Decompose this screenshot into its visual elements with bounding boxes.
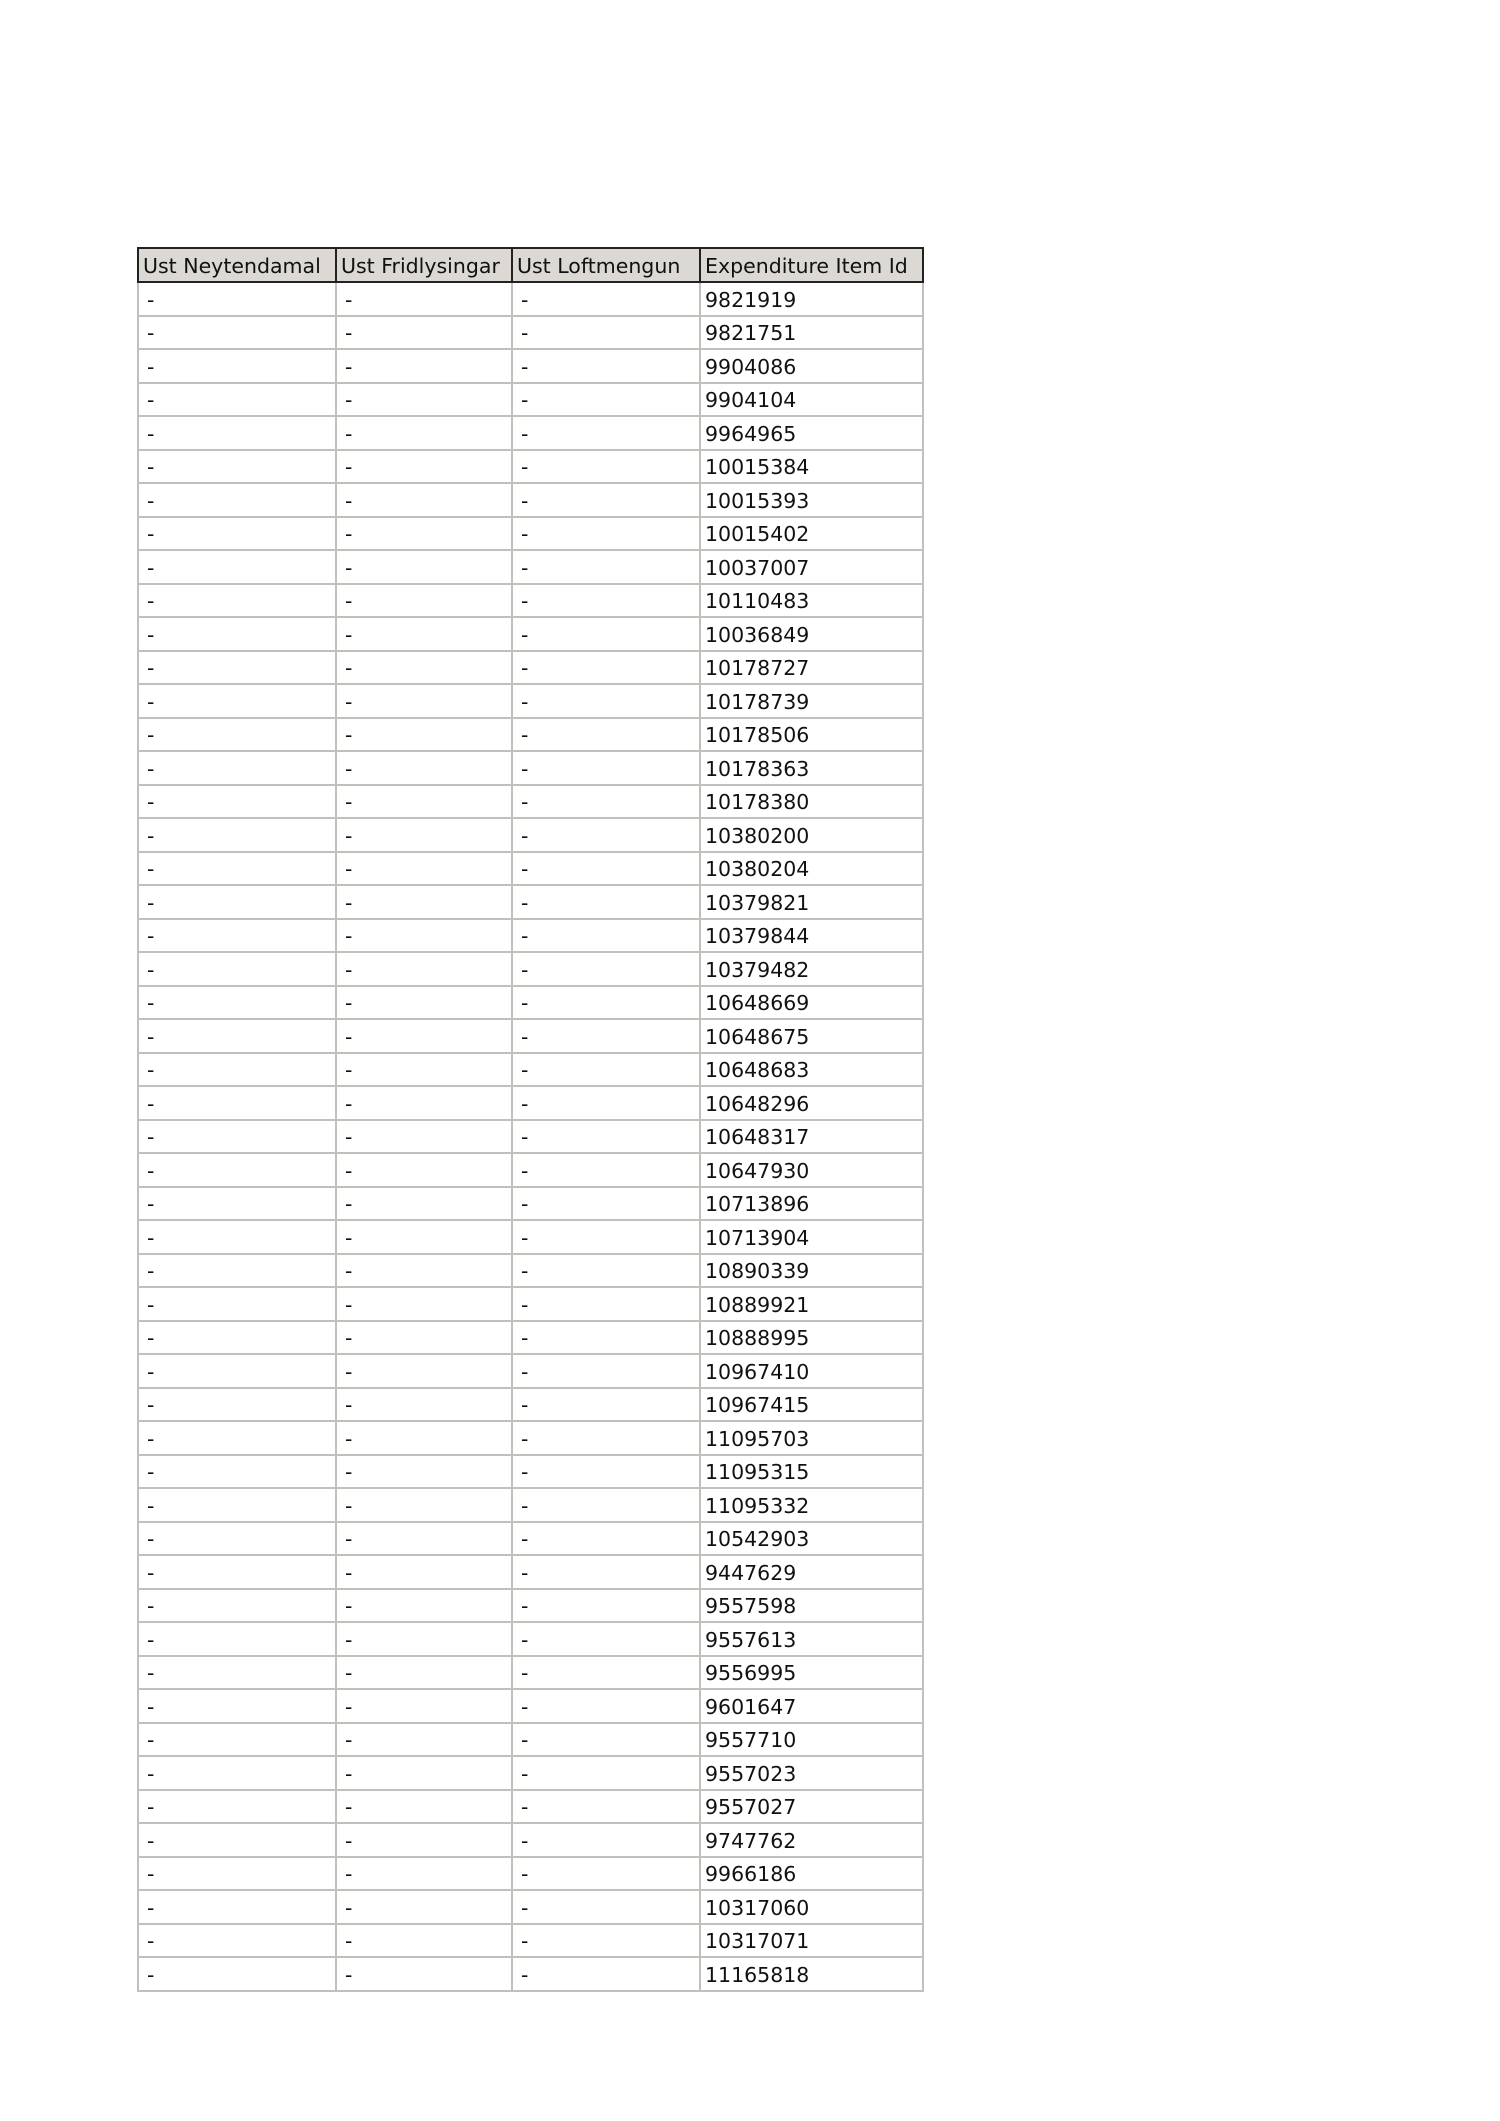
- cell-expenditure-item-id: 10967410: [700, 1354, 923, 1388]
- table-row: [138, 483, 923, 517]
- cell-ust-neytendamal: -: [138, 1890, 336, 1924]
- cell-ust-neytendamal: -: [138, 416, 336, 450]
- cell-ust-loftmengun: -: [512, 1254, 700, 1288]
- cell-ust-neytendamal: -: [138, 483, 336, 517]
- cell-ust-fridlysingar: -: [336, 1187, 512, 1221]
- cell-expenditure-item-id: 9557710: [700, 1723, 923, 1757]
- cell-ust-neytendamal: -: [138, 1656, 336, 1690]
- column-header-ust-neytendamal: Ust Neytendamal: [138, 248, 336, 282]
- cell-ust-fridlysingar: -: [336, 483, 512, 517]
- cell-expenditure-item-id: 9821751: [700, 316, 923, 350]
- table-row: [138, 1589, 923, 1623]
- cell-ust-neytendamal: -: [138, 919, 336, 953]
- cell-expenditure-item-id: 10178739: [700, 684, 923, 718]
- expenditure-table: [137, 247, 924, 1992]
- cell-ust-loftmengun: -: [512, 1421, 700, 1455]
- cell-ust-fridlysingar: -: [336, 584, 512, 618]
- cell-ust-fridlysingar: -: [336, 1723, 512, 1757]
- table-row: [138, 818, 923, 852]
- table-row: [138, 1153, 923, 1187]
- table-row: [138, 1723, 923, 1757]
- cell-ust-fridlysingar: -: [336, 952, 512, 986]
- cell-ust-neytendamal: -: [138, 1857, 336, 1891]
- cell-ust-neytendamal: -: [138, 1120, 336, 1154]
- cell-expenditure-item-id: 11095315: [700, 1455, 923, 1489]
- cell-ust-loftmengun: -: [512, 651, 700, 685]
- cell-expenditure-item-id: 10380200: [700, 818, 923, 852]
- cell-expenditure-item-id: 10015393: [700, 483, 923, 517]
- cell-ust-loftmengun: -: [512, 1388, 700, 1422]
- table-row: [138, 1689, 923, 1723]
- cell-ust-neytendamal: -: [138, 1287, 336, 1321]
- table-row: [138, 751, 923, 785]
- cell-ust-fridlysingar: -: [336, 1120, 512, 1154]
- cell-ust-neytendamal: -: [138, 1522, 336, 1556]
- cell-ust-fridlysingar: -: [336, 1354, 512, 1388]
- cell-ust-loftmengun: -: [512, 349, 700, 383]
- cell-expenditure-item-id: 9557598: [700, 1589, 923, 1623]
- cell-ust-loftmengun: -: [512, 316, 700, 350]
- cell-ust-loftmengun: -: [512, 550, 700, 584]
- cell-ust-fridlysingar: -: [336, 684, 512, 718]
- cell-expenditure-item-id: 10037007: [700, 550, 923, 584]
- cell-ust-loftmengun: -: [512, 952, 700, 986]
- cell-ust-neytendamal: -: [138, 1723, 336, 1757]
- table-row: [138, 550, 923, 584]
- cell-ust-neytendamal: -: [138, 1321, 336, 1355]
- cell-expenditure-item-id: 9904086: [700, 349, 923, 383]
- cell-ust-fridlysingar: -: [336, 349, 512, 383]
- cell-ust-loftmengun: -: [512, 1890, 700, 1924]
- cell-ust-loftmengun: -: [512, 450, 700, 484]
- cell-expenditure-item-id: 10317060: [700, 1890, 923, 1924]
- cell-ust-loftmengun: -: [512, 1656, 700, 1690]
- cell-ust-loftmengun: -: [512, 617, 700, 651]
- cell-ust-loftmengun: -: [512, 483, 700, 517]
- cell-ust-fridlysingar: -: [336, 1019, 512, 1053]
- cell-ust-loftmengun: -: [512, 517, 700, 551]
- table-row: [138, 1053, 923, 1087]
- cell-expenditure-item-id: 10648317: [700, 1120, 923, 1154]
- cell-ust-neytendamal: -: [138, 986, 336, 1020]
- table-body: [138, 282, 923, 1991]
- table-row: [138, 785, 923, 819]
- cell-ust-loftmengun: -: [512, 584, 700, 618]
- table-row: [138, 1656, 923, 1690]
- cell-ust-fridlysingar: -: [336, 1555, 512, 1589]
- cell-expenditure-item-id: 10648669: [700, 986, 923, 1020]
- cell-ust-fridlysingar: -: [336, 282, 512, 316]
- cell-ust-neytendamal: -: [138, 316, 336, 350]
- column-header-expenditure-item-id: Expenditure Item Id: [700, 248, 923, 282]
- cell-ust-loftmengun: -: [512, 852, 700, 886]
- cell-ust-neytendamal: -: [138, 1589, 336, 1623]
- cell-expenditure-item-id: 9747762: [700, 1823, 923, 1857]
- cell-expenditure-item-id: 9601647: [700, 1689, 923, 1723]
- cell-expenditure-item-id: 10542903: [700, 1522, 923, 1556]
- cell-ust-loftmengun: -: [512, 282, 700, 316]
- table-row: [138, 1823, 923, 1857]
- table-row: [138, 852, 923, 886]
- cell-expenditure-item-id: 10888995: [700, 1321, 923, 1355]
- cell-expenditure-item-id: 10317071: [700, 1924, 923, 1958]
- cell-ust-neytendamal: -: [138, 785, 336, 819]
- cell-expenditure-item-id: 10379844: [700, 919, 923, 953]
- cell-ust-neytendamal: -: [138, 1455, 336, 1489]
- cell-ust-neytendamal: -: [138, 1790, 336, 1824]
- cell-ust-loftmengun: -: [512, 885, 700, 919]
- cell-ust-neytendamal: -: [138, 1957, 336, 1991]
- cell-ust-fridlysingar: -: [336, 550, 512, 584]
- table-row: [138, 1187, 923, 1221]
- cell-expenditure-item-id: 10379821: [700, 885, 923, 919]
- cell-ust-fridlysingar: -: [336, 986, 512, 1020]
- cell-ust-fridlysingar: -: [336, 885, 512, 919]
- table-row: [138, 1254, 923, 1288]
- cell-ust-neytendamal: -: [138, 617, 336, 651]
- cell-ust-loftmengun: -: [512, 1120, 700, 1154]
- table-row: [138, 651, 923, 685]
- cell-ust-fridlysingar: -: [336, 316, 512, 350]
- cell-ust-neytendamal: -: [138, 550, 336, 584]
- table-header: [138, 248, 923, 282]
- cell-ust-fridlysingar: -: [336, 1254, 512, 1288]
- cell-ust-neytendamal: -: [138, 1622, 336, 1656]
- table-row: [138, 617, 923, 651]
- cell-ust-loftmengun: -: [512, 1287, 700, 1321]
- cell-ust-fridlysingar: -: [336, 785, 512, 819]
- cell-expenditure-item-id: 9821919: [700, 282, 923, 316]
- cell-ust-fridlysingar: -: [336, 1522, 512, 1556]
- cell-ust-loftmengun: -: [512, 718, 700, 752]
- cell-expenditure-item-id: 9447629: [700, 1555, 923, 1589]
- cell-ust-neytendamal: -: [138, 517, 336, 551]
- cell-ust-fridlysingar: -: [336, 1321, 512, 1355]
- table-row: [138, 718, 923, 752]
- cell-expenditure-item-id: 9904104: [700, 383, 923, 417]
- cell-ust-fridlysingar: -: [336, 416, 512, 450]
- cell-ust-neytendamal: -: [138, 684, 336, 718]
- table-row: [138, 316, 923, 350]
- cell-ust-loftmengun: -: [512, 684, 700, 718]
- cell-ust-loftmengun: -: [512, 919, 700, 953]
- cell-ust-loftmengun: -: [512, 1756, 700, 1790]
- cell-ust-loftmengun: -: [512, 1823, 700, 1857]
- cell-ust-neytendamal: -: [138, 1153, 336, 1187]
- cell-ust-neytendamal: -: [138, 450, 336, 484]
- table-row: [138, 1857, 923, 1891]
- cell-expenditure-item-id: 10036849: [700, 617, 923, 651]
- cell-expenditure-item-id: 10713896: [700, 1187, 923, 1221]
- cell-expenditure-item-id: 10890339: [700, 1254, 923, 1288]
- cell-expenditure-item-id: 10648675: [700, 1019, 923, 1053]
- cell-ust-neytendamal: -: [138, 885, 336, 919]
- cell-ust-neytendamal: -: [138, 952, 336, 986]
- cell-ust-neytendamal: -: [138, 282, 336, 316]
- cell-ust-fridlysingar: -: [336, 1790, 512, 1824]
- cell-ust-fridlysingar: -: [336, 1589, 512, 1623]
- cell-expenditure-item-id: 10647930: [700, 1153, 923, 1187]
- cell-expenditure-item-id: 10178727: [700, 651, 923, 685]
- cell-ust-neytendamal: -: [138, 1220, 336, 1254]
- table-row: [138, 282, 923, 316]
- cell-ust-loftmengun: -: [512, 1321, 700, 1355]
- cell-ust-fridlysingar: -: [336, 852, 512, 886]
- cell-ust-loftmengun: -: [512, 1790, 700, 1824]
- cell-ust-fridlysingar: -: [336, 383, 512, 417]
- cell-ust-loftmengun: -: [512, 1455, 700, 1489]
- cell-ust-loftmengun: -: [512, 383, 700, 417]
- table-row: [138, 1321, 923, 1355]
- cell-expenditure-item-id: 10178380: [700, 785, 923, 819]
- cell-ust-neytendamal: -: [138, 751, 336, 785]
- table-row: [138, 1924, 923, 1958]
- cell-ust-fridlysingar: -: [336, 1890, 512, 1924]
- cell-ust-neytendamal: -: [138, 1187, 336, 1221]
- cell-ust-neytendamal: -: [138, 1756, 336, 1790]
- table-row: [138, 584, 923, 618]
- cell-ust-loftmengun: -: [512, 1019, 700, 1053]
- table-row: [138, 1120, 923, 1154]
- cell-ust-neytendamal: -: [138, 1254, 336, 1288]
- header-row: [138, 248, 923, 282]
- cell-ust-neytendamal: -: [138, 349, 336, 383]
- cell-ust-neytendamal: -: [138, 584, 336, 618]
- table-row: [138, 1622, 923, 1656]
- cell-ust-loftmengun: -: [512, 1589, 700, 1623]
- cell-ust-loftmengun: -: [512, 1689, 700, 1723]
- table-row: [138, 517, 923, 551]
- cell-ust-loftmengun: -: [512, 1354, 700, 1388]
- cell-ust-fridlysingar: -: [336, 1220, 512, 1254]
- cell-ust-loftmengun: -: [512, 1723, 700, 1757]
- cell-ust-neytendamal: -: [138, 383, 336, 417]
- cell-ust-fridlysingar: -: [336, 1689, 512, 1723]
- cell-ust-loftmengun: -: [512, 1086, 700, 1120]
- table-row: [138, 919, 923, 953]
- cell-ust-fridlysingar: -: [336, 617, 512, 651]
- cell-expenditure-item-id: 9557027: [700, 1790, 923, 1824]
- table-row: [138, 986, 923, 1020]
- cell-ust-fridlysingar: -: [336, 1857, 512, 1891]
- cell-ust-loftmengun: -: [512, 1555, 700, 1589]
- cell-ust-neytendamal: -: [138, 1388, 336, 1422]
- cell-ust-loftmengun: -: [512, 1857, 700, 1891]
- cell-ust-fridlysingar: -: [336, 1756, 512, 1790]
- table-row: [138, 885, 923, 919]
- cell-ust-fridlysingar: -: [336, 751, 512, 785]
- table-row: [138, 1522, 923, 1556]
- cell-expenditure-item-id: 10967415: [700, 1388, 923, 1422]
- cell-ust-neytendamal: -: [138, 651, 336, 685]
- cell-ust-loftmengun: -: [512, 416, 700, 450]
- cell-ust-neytendamal: -: [138, 1421, 336, 1455]
- cell-ust-loftmengun: -: [512, 1924, 700, 1958]
- cell-ust-loftmengun: -: [512, 751, 700, 785]
- cell-expenditure-item-id: 10178506: [700, 718, 923, 752]
- cell-expenditure-item-id: 10889921: [700, 1287, 923, 1321]
- cell-ust-neytendamal: -: [138, 1053, 336, 1087]
- table-row: [138, 416, 923, 450]
- cell-expenditure-item-id: 11165818: [700, 1957, 923, 1991]
- cell-ust-neytendamal: -: [138, 1354, 336, 1388]
- cell-expenditure-item-id: 11095332: [700, 1488, 923, 1522]
- cell-ust-fridlysingar: -: [336, 1924, 512, 1958]
- cell-expenditure-item-id: 10380204: [700, 852, 923, 886]
- table-row: [138, 1421, 923, 1455]
- cell-ust-neytendamal: -: [138, 852, 336, 886]
- table-row: [138, 383, 923, 417]
- table-row: [138, 1488, 923, 1522]
- table-row: [138, 684, 923, 718]
- cell-ust-loftmengun: -: [512, 1522, 700, 1556]
- table-row: [138, 1756, 923, 1790]
- table-row: [138, 1957, 923, 1991]
- cell-expenditure-item-id: 10648296: [700, 1086, 923, 1120]
- cell-ust-fridlysingar: -: [336, 1455, 512, 1489]
- cell-expenditure-item-id: 10015402: [700, 517, 923, 551]
- cell-ust-loftmengun: -: [512, 1153, 700, 1187]
- cell-ust-neytendamal: -: [138, 1823, 336, 1857]
- cell-ust-neytendamal: -: [138, 1019, 336, 1053]
- table-row: [138, 1455, 923, 1489]
- cell-expenditure-item-id: 9557613: [700, 1622, 923, 1656]
- cell-expenditure-item-id: 9964965: [700, 416, 923, 450]
- cell-expenditure-item-id: 10379482: [700, 952, 923, 986]
- cell-ust-loftmengun: -: [512, 1622, 700, 1656]
- cell-ust-neytendamal: -: [138, 1924, 336, 1958]
- cell-ust-neytendamal: -: [138, 1555, 336, 1589]
- cell-ust-fridlysingar: -: [336, 450, 512, 484]
- cell-ust-fridlysingar: -: [336, 1287, 512, 1321]
- cell-ust-fridlysingar: -: [336, 1053, 512, 1087]
- cell-ust-fridlysingar: -: [336, 651, 512, 685]
- cell-ust-neytendamal: -: [138, 1086, 336, 1120]
- cell-expenditure-item-id: 10713904: [700, 1220, 923, 1254]
- cell-ust-fridlysingar: -: [336, 1656, 512, 1690]
- cell-ust-neytendamal: -: [138, 818, 336, 852]
- cell-expenditure-item-id: 9556995: [700, 1656, 923, 1690]
- table-row: [138, 1790, 923, 1824]
- cell-ust-fridlysingar: -: [336, 1622, 512, 1656]
- cell-ust-loftmengun: -: [512, 1220, 700, 1254]
- cell-ust-loftmengun: -: [512, 1187, 700, 1221]
- table-row: [138, 349, 923, 383]
- table-row: [138, 952, 923, 986]
- table-row: [138, 1890, 923, 1924]
- column-header-ust-loftmengun: Ust Loftmengun: [512, 248, 700, 282]
- table-row: [138, 1019, 923, 1053]
- cell-ust-fridlysingar: -: [336, 1421, 512, 1455]
- table-row: [138, 450, 923, 484]
- cell-ust-loftmengun: -: [512, 785, 700, 819]
- cell-ust-fridlysingar: -: [336, 1388, 512, 1422]
- cell-ust-neytendamal: -: [138, 718, 336, 752]
- cell-ust-fridlysingar: -: [336, 818, 512, 852]
- cell-ust-fridlysingar: -: [336, 1957, 512, 1991]
- cell-ust-loftmengun: -: [512, 1053, 700, 1087]
- table-row: [138, 1555, 923, 1589]
- cell-ust-fridlysingar: -: [336, 919, 512, 953]
- cell-ust-loftmengun: -: [512, 818, 700, 852]
- cell-ust-fridlysingar: -: [336, 1153, 512, 1187]
- cell-expenditure-item-id: 10015384: [700, 450, 923, 484]
- cell-ust-fridlysingar: -: [336, 718, 512, 752]
- cell-ust-loftmengun: -: [512, 1488, 700, 1522]
- cell-ust-fridlysingar: -: [336, 1488, 512, 1522]
- cell-ust-neytendamal: -: [138, 1689, 336, 1723]
- table-row: [138, 1086, 923, 1120]
- cell-expenditure-item-id: 9557023: [700, 1756, 923, 1790]
- cell-expenditure-item-id: 9966186: [700, 1857, 923, 1891]
- column-header-ust-fridlysingar: Ust Fridlysingar: [336, 248, 512, 282]
- table-row: [138, 1388, 923, 1422]
- cell-expenditure-item-id: 10178363: [700, 751, 923, 785]
- cell-ust-neytendamal: -: [138, 1488, 336, 1522]
- cell-expenditure-item-id: 10110483: [700, 584, 923, 618]
- cell-ust-fridlysingar: -: [336, 1823, 512, 1857]
- cell-expenditure-item-id: 11095703: [700, 1421, 923, 1455]
- table-row: [138, 1354, 923, 1388]
- cell-ust-fridlysingar: -: [336, 517, 512, 551]
- table-row: [138, 1220, 923, 1254]
- cell-ust-loftmengun: -: [512, 986, 700, 1020]
- cell-expenditure-item-id: 10648683: [700, 1053, 923, 1087]
- cell-ust-fridlysingar: -: [336, 1086, 512, 1120]
- cell-ust-loftmengun: -: [512, 1957, 700, 1991]
- table-row: [138, 1287, 923, 1321]
